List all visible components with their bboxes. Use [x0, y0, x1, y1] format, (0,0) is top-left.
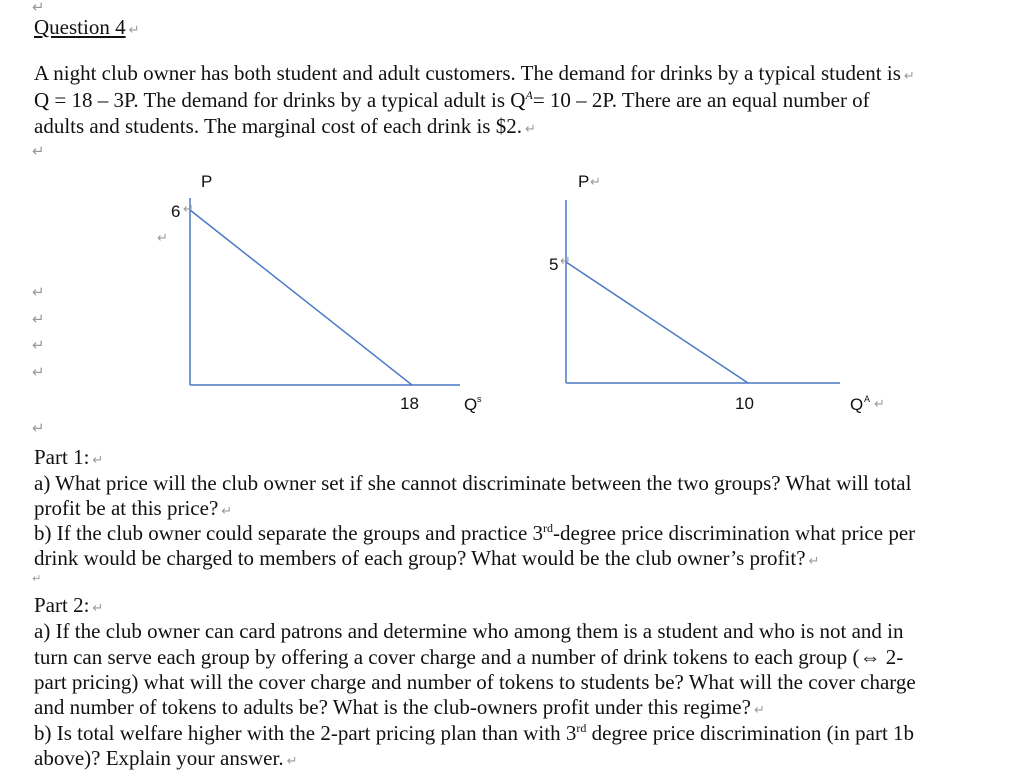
student-demand-chart: [157, 172, 482, 414]
part2-a-line-2: [34, 645, 903, 670]
adult-demand-chart: [549, 172, 885, 414]
intro-text: = 10 – 2P. There are an equal number of: [532, 88, 870, 112]
return-mark: ↵: [221, 504, 233, 519]
student-x-tick: 18: [400, 394, 419, 413]
adult-x-label-sup: A: [864, 394, 871, 404]
adult-x-label: Q: [850, 395, 864, 414]
part2-a-line-4: [34, 695, 765, 720]
part1-a-text: profit be at this price?: [34, 496, 219, 520]
part1-b-sup: rd: [543, 521, 554, 535]
return-mark: ↵: [903, 69, 915, 84]
part1-b-text: b) If the club owner could separate the groups and practice 3: [34, 521, 544, 545]
return-mark: ↵: [92, 601, 104, 616]
return-mark: ↵: [128, 23, 140, 38]
return-mark: ↵: [32, 419, 45, 437]
part2-a-text: part pricing) what will the cover charge and number of tokens to students be? What will the cover charge: [34, 670, 916, 694]
return-mark: ↵: [32, 142, 45, 160]
part1-heading-line: [34, 445, 103, 470]
return-mark: ↵: [524, 122, 536, 137]
intro-text: Q = 18 – 3P. The demand for drinks by a typical adult is Q: [34, 88, 526, 112]
part2-a-text: and number of tokens to adults be? What is the club-owners profit under this regime?: [34, 695, 751, 719]
part1-a-line-2: [34, 496, 232, 521]
part2-heading: Part 2:: [34, 593, 90, 617]
student-x-label-sup: s: [477, 394, 482, 404]
part2-a-line-3: [34, 670, 916, 695]
part1-b-line-2: [34, 546, 819, 571]
part2-b-line-1: [34, 721, 914, 746]
return-mark: ↵: [32, 363, 45, 381]
adult-y-label: P: [578, 172, 590, 191]
part1-a-line-1: [34, 471, 911, 496]
return-mark: ↵: [874, 397, 885, 412]
part2-b-line-2: [34, 746, 298, 771]
student-y-label: P: [201, 172, 213, 191]
return-mark: ↵: [286, 754, 298, 769]
student-demand-line: [190, 210, 412, 385]
return-mark: ↵: [32, 283, 45, 301]
part1-heading: Part 1:: [34, 445, 90, 469]
part2-b-text: degree price discrimination (in part 1b: [586, 721, 915, 745]
return-mark: ↵: [808, 554, 820, 569]
part2-b-text: above)? Explain your answer.: [34, 746, 284, 770]
part2-a-text: a) If the club owner can card patrons and determine who among them is a student and who is not and in: [34, 619, 904, 643]
question-title: Question 4: [34, 15, 126, 39]
part2-b-text: b) Is total welfare higher with the 2-part pricing plan than with 3: [34, 721, 577, 745]
return-mark: ↵: [32, 310, 45, 328]
return-mark: ↵: [753, 703, 765, 718]
intro-text: A night club owner has both student and adult customers. The demand for drinks by a typical student is: [34, 61, 901, 85]
return-mark: ↵: [157, 231, 168, 246]
return-mark: ↵: [92, 453, 104, 468]
part1-b-line-1: [34, 521, 915, 546]
return-mark: ↵: [183, 202, 194, 217]
part2-b-sup: rd: [576, 721, 587, 735]
adult-y-tick: 5: [549, 255, 559, 274]
part1-b-text: -degree price discrimination what price per: [553, 521, 916, 545]
adult-demand-line: [566, 262, 748, 383]
return-mark: ↵: [560, 254, 571, 269]
part1-b-text: drink would be charged to members of each group? What would be the club owner’s profit?: [34, 546, 806, 570]
part2-a-text: turn can serve each group by offering a cover charge and a number of drink tokens to each group (⇔ 2-: [34, 645, 904, 669]
return-mark: ↵: [32, 572, 42, 585]
part1-a-text: a) What price will the club owner set if she cannot discriminate between the two groups? What will total: [34, 471, 912, 495]
return-mark: ↵: [32, 0, 45, 16]
student-x-label: Q: [464, 395, 478, 414]
adult-x-tick: 10: [735, 394, 754, 413]
part2-a-line-1: [34, 619, 904, 644]
return-mark: ↵: [590, 175, 601, 190]
student-y-tick: 6: [171, 202, 181, 221]
intro-text: adults and students. The marginal cost of each drink is $2.: [34, 114, 522, 138]
intro-superscript: A: [525, 88, 533, 102]
part2-heading-line: [34, 593, 103, 618]
return-mark: ↵: [32, 336, 45, 354]
